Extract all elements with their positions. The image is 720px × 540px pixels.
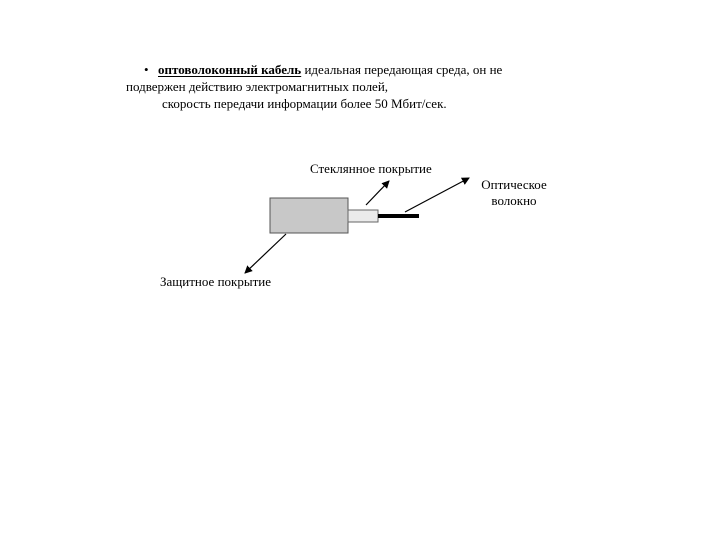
bullet-icon: •: [144, 62, 149, 77]
label-glass-coating: Стеклянное покрытие: [310, 161, 432, 176]
protective-sheath: [270, 198, 348, 233]
arrow-glass-coating: [366, 181, 389, 205]
glass-cladding: [348, 210, 378, 222]
arrow-optical-fiber: [405, 178, 469, 212]
label-optical-fiber: Оптическое волокно: [481, 177, 547, 208]
arrow-protective-coating: [245, 234, 286, 273]
term-fiber-optic-cable: оптоволоконный кабель: [158, 62, 302, 77]
label-protective-coating: Защитное покрытие: [160, 274, 271, 289]
description-line-2: подвержен действию электромагнитных полей,: [126, 79, 389, 94]
description-line-1-rest: идеальная передающая среда, он не: [301, 62, 503, 77]
description-line-3: скорость передачи информации более 50 Мбит/сек.: [162, 96, 447, 111]
